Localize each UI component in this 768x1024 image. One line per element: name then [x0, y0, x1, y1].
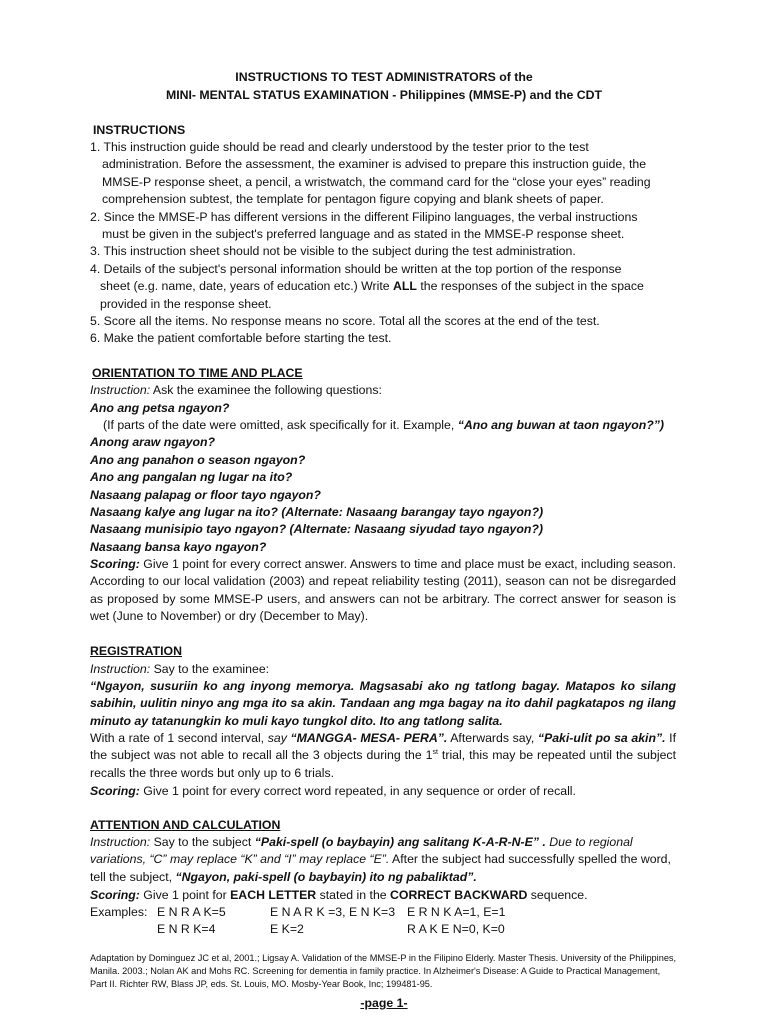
- example-item: E R N K A=1, E=1: [407, 905, 506, 919]
- instruction-item-1-line: 1. This instruction guide should be read and clearly understood by the tester prior to the test: [90, 140, 589, 154]
- instruction-item-3: 3. This instruction sheet should not be visible to the subject during the test administration.: [90, 244, 576, 258]
- instruction-label: Instruction:: [90, 662, 151, 676]
- item-4-text: the responses of the subject in the space: [416, 279, 644, 293]
- instruction-label: Instruction:: [90, 383, 151, 397]
- regional-note: Due to regional variations, “C” may replace “K” and “I” may replace “E”.: [90, 835, 633, 867]
- registration-scoring: [90, 783, 678, 800]
- attention-scoring: [90, 887, 678, 904]
- orientation-scoring: [90, 556, 676, 626]
- instruction-item-6: 6. Make the patient comfortable before starting the test.: [90, 331, 392, 345]
- registration-rate: [90, 730, 676, 782]
- instruction-item-1-line: administration. Before the assessment, the examiner is advised to prepare this instruction guide, the: [102, 157, 647, 171]
- scoring-label: Scoring:: [90, 557, 140, 571]
- registration-instruction: [90, 661, 678, 678]
- instruction-text: Say to the subject: [150, 835, 255, 849]
- rate-text: trial, this may be repeated until the subject recalls the three words but only up to 6 trials.: [90, 748, 676, 780]
- instruction-item-4-line: provided in the response sheet.: [100, 297, 272, 311]
- rate-text: If the subject was not able to recall all the 3 objects during the 1: [90, 731, 676, 763]
- orientation-instruction: [90, 382, 678, 399]
- page-number: -page 1-: [360, 996, 408, 1010]
- example-item: R A K E N=0, K=0: [407, 922, 505, 936]
- document-title-line2: MINI- MENTAL STATUS EXAMINATION - Philippines (MMSE-P) and the CDT: [165, 88, 603, 102]
- orientation-question: Nasaang munisipio tayo ngayon? (Alternate: Nasaang siyudad tayo ngayon?): [90, 522, 544, 536]
- instruction-item-5: 5. Score all the items. No response means no score. Total all the scores at the end of the test.: [90, 314, 600, 328]
- registration-quote: “Ngayon, susuriin ko ang inyong memorya. Magsasabi ako ng tatlong bagay. Matapos ko silang sabihin, uulitin ninyo ang mga ito sa akin. Tandaan ang mga bagay na ito dahil pagkatapos ng ilang minuto ay tatanungkin ko muli kayo tungkol dito. Ito ang tatlong salita.: [90, 679, 676, 728]
- orientation-question: Anong araw ngayon?: [90, 435, 216, 449]
- instruction-text: After the subject had successfully spelled the word, tell the subject,: [90, 852, 671, 884]
- rate-text: With a rate of 1 second interval,: [90, 731, 268, 745]
- orientation-note: [103, 417, 678, 434]
- attention-heading: ATTENTION AND CALCULATION: [90, 818, 281, 832]
- example-item: E N A R K =3, E N K=3: [270, 905, 396, 919]
- orientation-question: Ano ang petsa ngayon?: [90, 401, 230, 415]
- instruction-item-4-line: [100, 278, 678, 295]
- item-4-bold-all: ALL: [393, 279, 417, 293]
- instruction-label: Instruction:: [90, 835, 151, 849]
- example-item: E N R A K=5: [157, 905, 226, 919]
- correct-backward: CORRECT BACKWARD: [390, 888, 528, 902]
- scoring-text: stated in the: [316, 888, 391, 902]
- rate-say: say: [267, 731, 287, 745]
- instruction-item-2-line: 2. Since the MMSE-P has different versions in the different Filipino languages, the verbal instructions: [90, 210, 638, 224]
- rate-repeat: “Paki-ulit po sa akin”.: [537, 731, 666, 745]
- instruction-item-2-line: must be given in the subject's preferred language and as stated in the MMSE-P response sheet.: [102, 227, 625, 241]
- orientation-question: Ano ang pangalan ng lugar na ito?: [90, 470, 293, 484]
- orientation-question: Nasaang kalye ang lugar na ito? (Alternate: Nasaang barangay tayo ngayon?): [90, 505, 544, 519]
- example-item: E N R K=4: [157, 922, 216, 936]
- each-letter: EACH LETTER: [230, 888, 317, 902]
- scoring-text: Give 1 point for every correct answer. Answers to time and place must be exact, including season. According to our local validation (2003) and repeat reliability testing (2011), season can not be disregarded as proposed by some MMSE-P users, and answers can not be arbitrary. The correct answer for season is wet (June to November) or dry (December to May).: [90, 557, 676, 624]
- scoring-text: sequence.: [527, 888, 588, 902]
- document-title-line1: INSTRUCTIONS TO TEST ADMINISTRATORS of the: [235, 70, 533, 84]
- backward-command: “Ngayon, paki-spell (o baybayin) ito ng pabaliktad”.: [175, 869, 477, 884]
- registration-heading: REGISTRATION: [90, 644, 182, 658]
- note-text: (If parts of the date were omitted, ask specifically for it. Example,: [103, 418, 458, 432]
- rate-text: Afterwards say,: [447, 731, 538, 745]
- attention-instruction: [90, 834, 676, 886]
- orientation-heading: ORIENTATION TO TIME AND PLACE: [92, 366, 303, 380]
- note-example: “Ano ang buwan at taon ngayon?”): [457, 418, 665, 432]
- orientation-question: Nasaang palapag or floor tayo ngayon?: [90, 488, 321, 502]
- instruction-item-1-line: MMSE-P response sheet, a pencil, a wristwatch, the command card for the “close your eyes” reading: [102, 175, 651, 189]
- example-item: E K=2: [270, 922, 304, 936]
- scoring-label: Scoring:: [90, 784, 140, 798]
- ordinal-suffix: st: [432, 749, 438, 757]
- instruction-item-1-line: comprehension subtest, the template for pentagon figure copying and blank sheets of paper.: [102, 192, 604, 206]
- orientation-question: Nasaang bansa kayo ngayon?: [90, 540, 267, 554]
- rate-words: “MANGGA- MESA- PERA”.: [286, 731, 448, 745]
- examples-label: Examples:: [90, 905, 148, 919]
- instruction-item-4-line: 4. Details of the subject's personal information should be written at the top portion of the response: [90, 262, 622, 276]
- footnote-citation: Adaptation by Dominguez JC et al, 2001.; Ligsay A. Validation of the MMSE-P in the Filipino Elderly. Master Thesis. University of the Philippines, Manila. 2003.; Nolan AK and Mohs RC. Screening for dementia in family practice. In Alzheimer's Disease: A Guide to Practical Management, Part II. Richter RW, Blass JP, eds. St. Louis, MO. Mosby-Year Book, Inc; 199481-95.: [90, 953, 677, 990]
- instruction-text: Say to the examinee:: [150, 662, 270, 676]
- item-4-text: sheet (e.g. name, date, years of education etc.) Write: [100, 279, 393, 293]
- scoring-label: Scoring:: [90, 888, 140, 902]
- orientation-question: Ano ang panahon o season ngayon?: [90, 453, 306, 467]
- instruction-text: Ask the examinee the following questions:: [150, 383, 382, 397]
- instructions-heading: INSTRUCTIONS: [93, 123, 186, 137]
- scoring-text: Give 1 point for: [139, 888, 231, 902]
- scoring-text: Give 1 point for every correct word repeated, in any sequence or order of recall.: [139, 784, 576, 798]
- spell-command: “Paki-spell (o baybayin) ang salitang K-A-R-N-E” .: [254, 835, 546, 849]
